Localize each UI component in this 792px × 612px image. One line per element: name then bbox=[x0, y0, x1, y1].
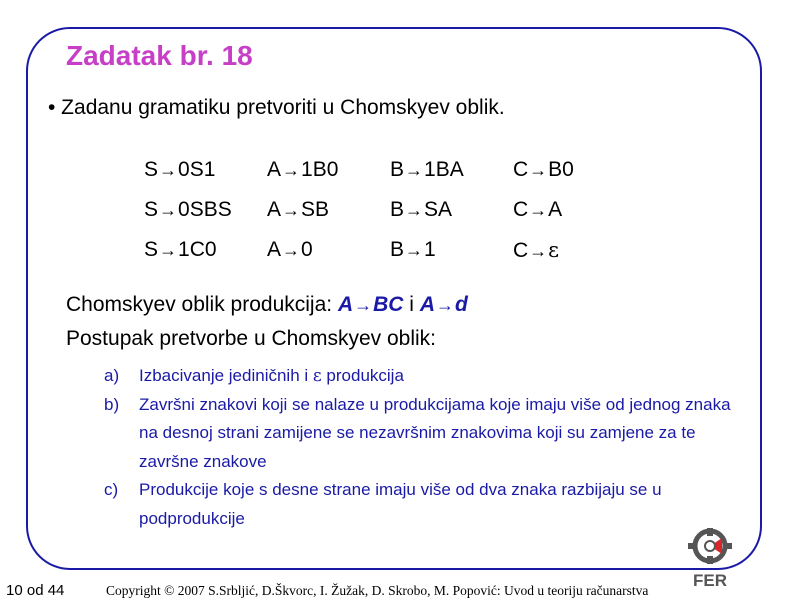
production-rule bbox=[267, 190, 390, 230]
epsilon-symbol: ε bbox=[312, 366, 322, 386]
arrow-icon: → bbox=[282, 200, 301, 220]
page-number: 10 od 44 bbox=[6, 582, 65, 599]
production-rule bbox=[267, 230, 390, 270]
rule-rhs: 1BA bbox=[424, 158, 464, 181]
production-rule bbox=[390, 230, 513, 270]
cnf-rule1-rhs: BC bbox=[373, 293, 404, 316]
arrow-icon: → bbox=[529, 200, 548, 220]
intro-text: • Zadanu gramatiku pretvoriti u Chomskyev oblik. bbox=[48, 96, 505, 119]
arrow-icon: → bbox=[282, 240, 301, 260]
rule-lhs: S bbox=[144, 198, 159, 221]
production-rule bbox=[144, 150, 267, 190]
production-rule bbox=[513, 150, 593, 190]
step-text: Izbacivanje jediničnih i bbox=[139, 366, 313, 385]
rule-lhs: B bbox=[390, 198, 405, 221]
grammar-row bbox=[144, 150, 593, 190]
rule-rhs: 1C0 bbox=[178, 238, 217, 261]
grammar-row bbox=[144, 230, 593, 270]
grammar-row bbox=[144, 190, 593, 230]
production-rule bbox=[390, 150, 513, 190]
procedure-heading: Postupak pretvorbe u Chomskyev oblik: bbox=[66, 327, 437, 350]
rule-rhs: 0S1 bbox=[178, 158, 216, 181]
rule-rhs: 1B0 bbox=[301, 158, 339, 181]
cnf-joiner: i bbox=[403, 293, 420, 316]
cnf-definition bbox=[66, 293, 468, 317]
rule-rhs: ε bbox=[548, 237, 560, 262]
arrow-icon: → bbox=[159, 160, 178, 180]
fer-logo-icon bbox=[686, 528, 734, 590]
rule-lhs: A bbox=[267, 198, 282, 221]
step-text: Završni znakovi koji se nalaze u produkcijama koje imaju više od jednog znaka na desnoj strani zamijene se nezavršnim znakovima koji su zamjene za te završne znakove bbox=[139, 394, 731, 471]
step-c bbox=[104, 476, 744, 533]
rule-rhs: 0 bbox=[301, 238, 313, 261]
production-rule bbox=[144, 230, 267, 270]
cnf-rule2-rhs: d bbox=[454, 293, 468, 316]
production-rule bbox=[513, 190, 593, 230]
cnf-rule1-lhs: A bbox=[337, 293, 354, 316]
production-rule bbox=[267, 150, 390, 190]
cnf-prefix: Chomskyev oblik produkcija: bbox=[66, 293, 338, 316]
rule-rhs: SB bbox=[301, 198, 330, 221]
production-rule bbox=[390, 190, 513, 230]
copyright-text: Copyright © 2007 S.Srbljić, D.Škvorc, I. Žužak, D. Skrobo, M. Popović: Uvod u teoriju računarstva bbox=[106, 583, 649, 598]
arrow-icon: → bbox=[529, 160, 548, 180]
rule-rhs: B0 bbox=[548, 158, 574, 181]
rule-lhs: A bbox=[267, 238, 282, 261]
rule-lhs: C bbox=[513, 238, 529, 262]
logo-text: FER bbox=[693, 571, 727, 590]
rule-lhs: A bbox=[267, 158, 282, 181]
grammar-table bbox=[144, 150, 593, 270]
rule-rhs: 1 bbox=[424, 238, 436, 261]
step-label: c) bbox=[104, 480, 119, 499]
arrow-icon: → bbox=[405, 240, 424, 260]
arrow-icon: → bbox=[435, 295, 454, 315]
steps-list bbox=[104, 362, 744, 533]
arrow-icon: → bbox=[159, 200, 178, 220]
arrow-icon: → bbox=[529, 240, 548, 261]
step-label: a) bbox=[104, 366, 120, 385]
arrow-icon: → bbox=[282, 160, 301, 180]
rule-lhs: S bbox=[144, 158, 159, 181]
rule-rhs: SA bbox=[424, 198, 453, 221]
rule-rhs: A bbox=[548, 198, 563, 221]
production-rule bbox=[144, 190, 267, 230]
cnf-rule2-lhs: A bbox=[419, 293, 435, 316]
production-rule bbox=[513, 230, 593, 270]
rule-lhs: B bbox=[390, 238, 405, 261]
arrow-icon: → bbox=[405, 200, 424, 220]
rule-lhs: C bbox=[513, 158, 529, 181]
step-text: Produkcije koje s desne strane imaju više od dva znaka razbijaju se u podprodukcije bbox=[139, 480, 662, 528]
rule-rhs: 0SBS bbox=[178, 198, 232, 221]
arrow-icon: → bbox=[405, 160, 424, 180]
step-text: produkcija bbox=[321, 366, 404, 385]
slide-title: Zadatak br. 18 bbox=[66, 40, 253, 71]
rule-lhs: B bbox=[390, 158, 405, 181]
step-label: b) bbox=[104, 394, 120, 414]
rule-lhs: C bbox=[513, 198, 529, 221]
arrow-icon: → bbox=[159, 240, 178, 260]
rule-lhs: S bbox=[144, 238, 159, 261]
step-b bbox=[104, 391, 744, 477]
arrow-icon: → bbox=[354, 295, 373, 315]
step-a bbox=[104, 362, 744, 391]
